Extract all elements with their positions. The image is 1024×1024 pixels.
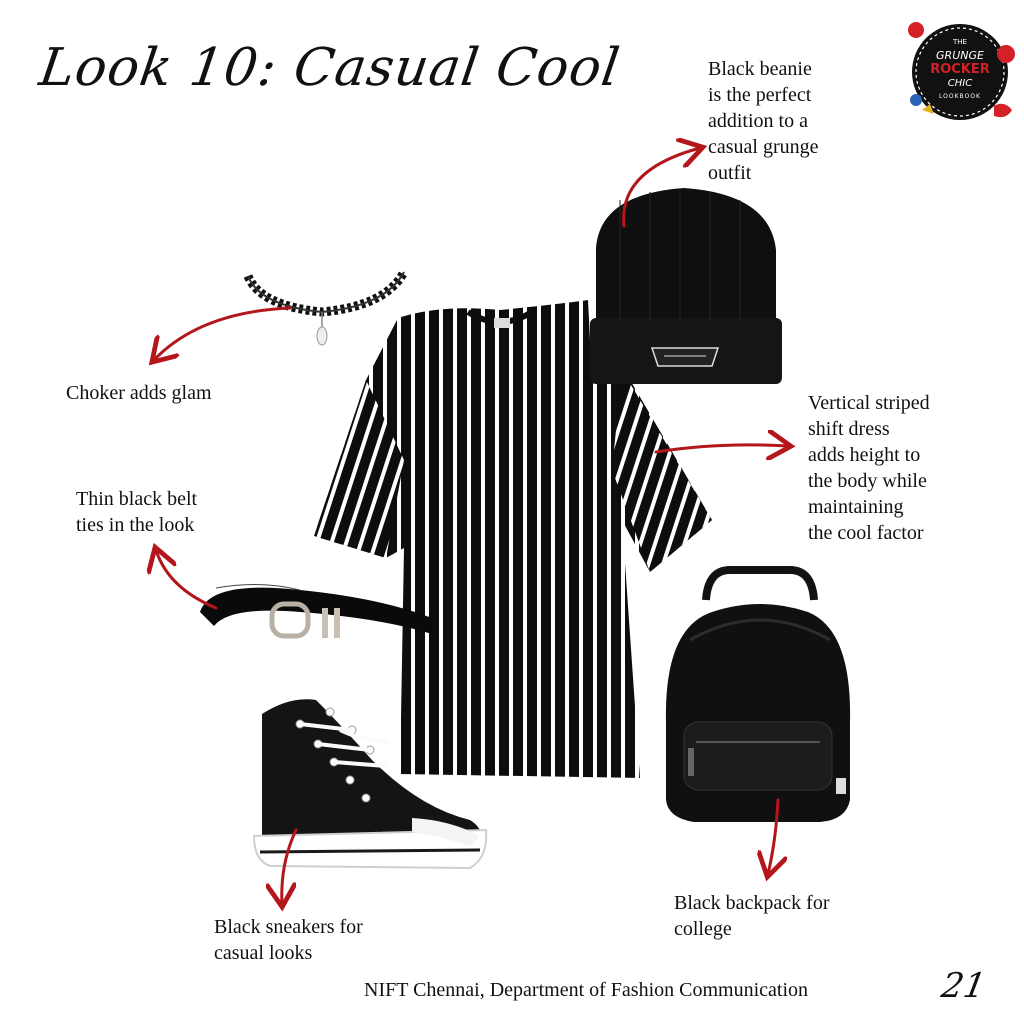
- dress-caption: Vertical striped shift dress adds height to the body while maintaining the cool factor: [808, 392, 930, 544]
- badge-text-rocker: ROCKER: [930, 62, 990, 77]
- backpack-caption: Black backpack for college: [674, 892, 830, 940]
- beanie-image: [590, 188, 782, 384]
- badge-text-grunge: GRUNGE: [936, 49, 984, 62]
- dress-arrow: [656, 445, 788, 452]
- belt-arrow: [156, 550, 216, 608]
- belt-caption: Thin black belt ties in the look: [76, 488, 198, 536]
- sneakers-caption: Black sneakers for casual looks: [214, 916, 363, 964]
- choker-arrow: [154, 308, 290, 360]
- beanie-caption: Black beanie is the perfect addition to a casual grunge outfit: [708, 58, 819, 184]
- badge-text-chic: CHIC: [947, 78, 973, 89]
- footer-credit: NIFT Chennai, Department of Fashion Communication: [364, 979, 809, 1001]
- page-number: 21: [938, 966, 989, 1006]
- belt-image: [200, 584, 432, 638]
- backpack-image: [666, 570, 850, 822]
- badge-text-lookbook: LOOKBOOK: [939, 93, 981, 100]
- choker-caption: Choker adds glam: [66, 382, 212, 404]
- badge-text-the: THE: [953, 38, 967, 46]
- page-title: Look 10: Casual Cool: [35, 38, 624, 98]
